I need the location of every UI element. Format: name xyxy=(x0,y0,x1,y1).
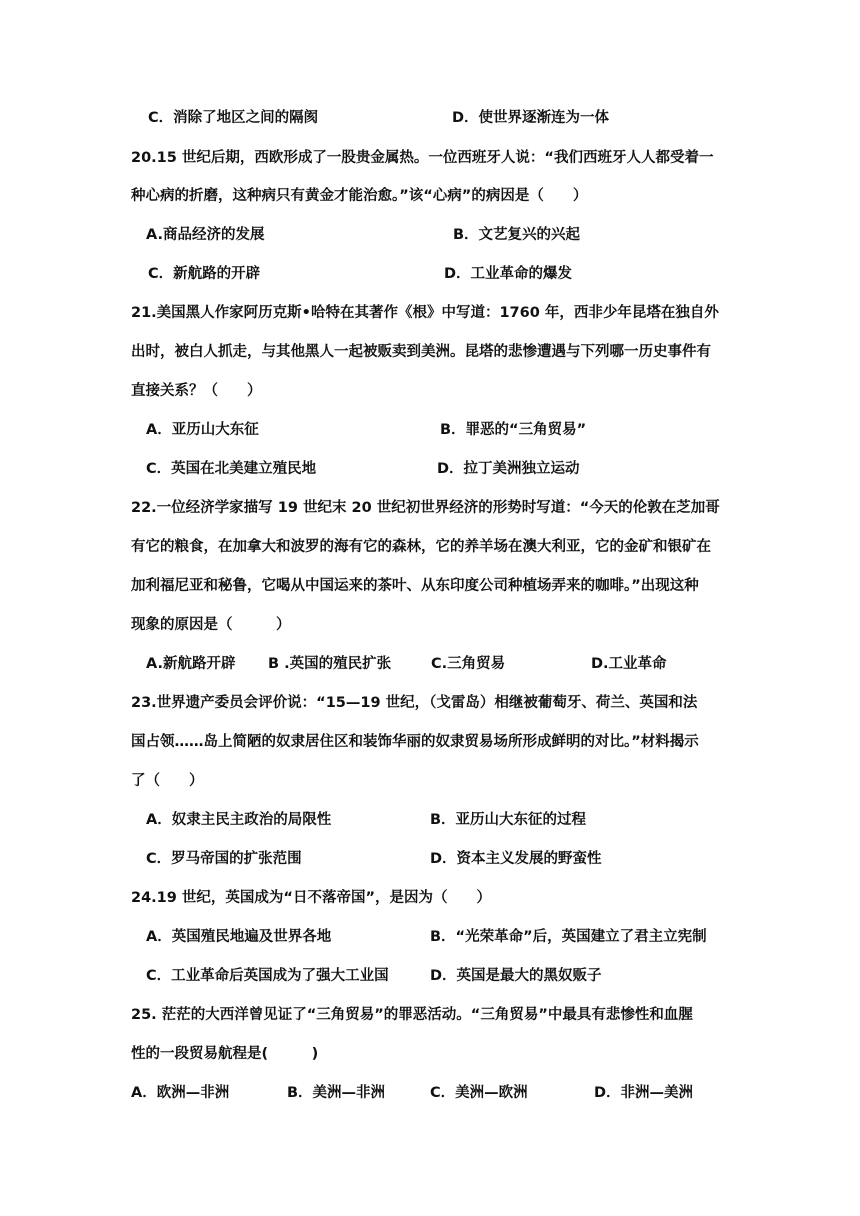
q24-stem-line1: 24.19 世纪，英国成为“日不落帝国”，是因为（ ） xyxy=(131,890,491,906)
q23-stem-line3: 了（ ） xyxy=(131,773,204,789)
q21-stem-line3: 直接关系？（ ） xyxy=(131,383,262,399)
q23-stem-line1: 23.世界遗产委员会评价说：“15—19 世纪，（戈雷岛）相继被葡萄牙、荷兰、英国和法 xyxy=(131,695,698,711)
q19-option-d: D．使世界逐渐连为一体 xyxy=(452,110,610,126)
q25-option-d: D．非洲—美洲 xyxy=(594,1085,694,1101)
q23-option-c: C．罗马帝国的扩张范围 xyxy=(146,851,302,867)
q21-option-b: B．罪恶的“三角贸易” xyxy=(440,422,587,438)
q25-stem-line2: 性的一段贸易航程是( ) xyxy=(131,1046,319,1062)
q20-option-a: A.商品经济的发展 xyxy=(146,227,265,243)
q20-option-d: D．工业革命的爆发 xyxy=(444,266,573,282)
q25-option-c: C．美洲—欧洲 xyxy=(430,1085,528,1101)
q25-option-a: A．欧洲—非洲 xyxy=(131,1085,230,1101)
q22-stem-line2: 有它的粮食，在加拿大和波罗的海有它的森林，它的养羊场在澳大利亚，它的金矿和银矿在 xyxy=(131,539,711,555)
q24-option-c: C．工业革命后英国成为了强大工业国 xyxy=(146,968,389,984)
q21-option-c: C．英国在北美建立殖民地 xyxy=(146,461,317,477)
q19-option-c: C．消除了地区之间的隔阂 xyxy=(148,110,319,126)
q21-stem-line1: 21.美国黑人作家阿历克斯•哈特在其著作《根》中写道：1760 年，西非少年昆塔在独自外 xyxy=(131,305,719,321)
q23-option-b: B．亚历山大东征的过程 xyxy=(430,812,587,828)
q23-stem-line2: 国占领……岛上简陋的奴隶居住区和装饰华丽的奴隶贸易场所形成鲜明的对比。”材料揭示 xyxy=(131,734,699,750)
q22-stem-line4: 现象的原因是（ ） xyxy=(131,617,291,633)
q25-stem-line1: 25. 茫茫的大西洋曾见证了“三角贸易”的罪恶活动。“三角贸易”中最具有悲惨性和血腥 xyxy=(131,1007,693,1023)
q22-stem-line1: 22.一位经济学家描写 19 世纪末 20 世纪初世界经济的形势时写道：“今天的伦敦在芝加哥 xyxy=(131,500,720,516)
q22-option-b: B .英国的殖民扩张 xyxy=(268,656,392,672)
q20-stem-line1: 20.15 世纪后期，西欧形成了一股贵金属热。一位西班牙人说：“我们西班牙人人都受着一 xyxy=(131,150,714,166)
q25-option-b: B．美洲—非洲 xyxy=(287,1085,386,1101)
q24-option-d: D．英国是最大的黑奴贩子 xyxy=(430,968,602,984)
q21-option-d: D．拉丁美洲独立运动 xyxy=(437,461,580,477)
q20-stem-line2: 种心病的折磨，这种病只有黄金才能治愈。”该“心病”的病因是（ ） xyxy=(131,188,588,204)
q22-stem-line3: 加利福尼亚和秘鲁，它喝从中国运来的茶叶、从东印度公司种植场弄来的咖啡。”出现这种 xyxy=(131,578,699,594)
q21-stem-line2: 出时，被白人抓走，与其他黑人一起被贩卖到美洲。昆塔的悲惨遭遇与下列哪一历史事件有 xyxy=(131,344,711,360)
q20-option-b: B．文艺复兴的兴起 xyxy=(453,227,581,243)
q22-option-a: A.新航路开辟 xyxy=(146,656,236,672)
q22-option-d: D.工业革命 xyxy=(591,656,667,672)
q24-option-b: B．“光荣革命”后，英国建立了君主立宪制 xyxy=(430,929,707,945)
q24-option-a: A．英国殖民地遍及世界各地 xyxy=(146,929,332,945)
q22-option-c: C.三角贸易 xyxy=(431,656,506,672)
q20-option-c: C．新航路的开辟 xyxy=(148,266,261,282)
q21-option-a: A．亚历山大东征 xyxy=(146,422,259,438)
q23-option-d: D．资本主义发展的野蛮性 xyxy=(430,851,602,867)
q23-option-a: A．奴隶主民主政治的局限性 xyxy=(146,812,332,828)
